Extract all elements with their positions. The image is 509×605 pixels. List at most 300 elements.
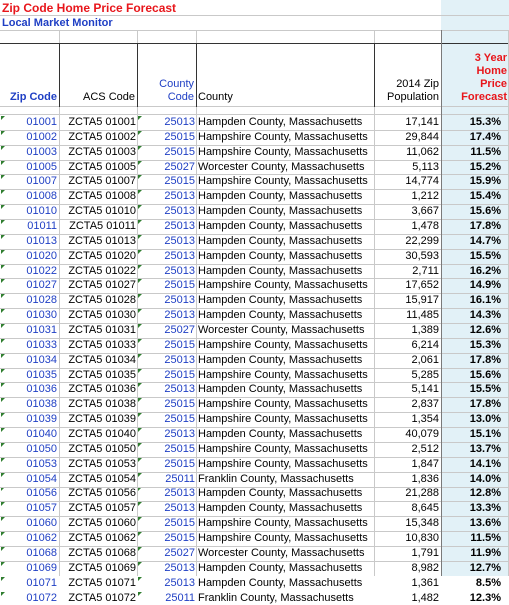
acs-code-cell[interactable]: ZCTA5 01007	[59, 174, 137, 189]
table-row	[0, 278, 509, 293]
county-code-cell[interactable]: 25027	[137, 546, 196, 561]
county-name-cell[interactable]: Hampden County, Massachusetts	[196, 382, 374, 397]
forecast-cell[interactable]: 15.2%	[441, 160, 509, 175]
county-name-cell[interactable]: Hampden County, Massachusetts	[196, 293, 374, 308]
cell-error-indicator-icon	[138, 369, 142, 373]
header-forecast-label	[461, 52, 507, 104]
county-name-cell[interactable]: Hampshire County, Massachusetts	[196, 338, 374, 353]
zip-cell[interactable]: 01030	[0, 308, 59, 323]
header-pop-line2: Population	[387, 91, 439, 103]
cell-error-indicator-icon	[138, 577, 142, 581]
population-cell[interactable]: 6,214	[374, 338, 441, 353]
acs-code-cell[interactable]: ZCTA5 01003	[59, 145, 137, 160]
acs-code-cell[interactable]: ZCTA5 01039	[59, 412, 137, 427]
cell-error-indicator-icon	[138, 487, 142, 491]
cell-error-indicator-icon	[138, 175, 142, 179]
county-code-cell[interactable]: 25013	[137, 219, 196, 234]
table-row	[0, 397, 509, 412]
cell-error-indicator-icon	[138, 279, 142, 283]
acs-code-cell[interactable]: ZCTA5 01071	[59, 576, 137, 591]
zip-cell[interactable]: 01050	[0, 442, 59, 457]
population-cell[interactable]: 8,645	[374, 501, 441, 516]
table-row	[0, 204, 509, 219]
county-code-cell[interactable]: 25013	[137, 427, 196, 442]
forecast-cell[interactable]: 12.8%	[441, 486, 509, 501]
acs-code-cell[interactable]: ZCTA5 01005	[59, 160, 137, 175]
zip-cell[interactable]: 01039	[0, 412, 59, 427]
table-row	[0, 531, 509, 546]
acs-code-cell[interactable]: ZCTA5 01038	[59, 397, 137, 412]
county-code-cell[interactable]: 25013	[137, 204, 196, 219]
forecast-cell[interactable]: 14.7%	[441, 234, 509, 249]
cell-error-indicator-icon	[138, 443, 142, 447]
county-name-cell[interactable]: Hampshire County, Massachusetts	[196, 397, 374, 412]
zip-cell[interactable]: 01035	[0, 368, 59, 383]
forecast-cell[interactable]: 15.6%	[441, 368, 509, 383]
cell-error-indicator-icon	[138, 383, 142, 387]
zip-cell[interactable]: 01007	[0, 174, 59, 189]
table-row	[0, 174, 509, 189]
zip-cell[interactable]: 01008	[0, 189, 59, 204]
county-code-cell[interactable]: 25015	[137, 442, 196, 457]
cell-error-indicator-icon	[138, 235, 142, 239]
zip-cell[interactable]: 01005	[0, 160, 59, 175]
cell-error-indicator-icon	[1, 532, 5, 536]
population-cell[interactable]: 1,847	[374, 457, 441, 472]
zip-cell[interactable]: 01020	[0, 249, 59, 264]
county-code-cell[interactable]: 25011	[137, 591, 196, 605]
forecast-cell[interactable]: 14.1%	[441, 457, 509, 472]
county-code-cell[interactable]: 25015	[137, 278, 196, 293]
forecast-cell[interactable]: 15.5%	[441, 382, 509, 397]
zip-cell[interactable]: 01053	[0, 457, 59, 472]
county-name-cell[interactable]: Worcester County, Massachusetts	[196, 546, 374, 561]
county-code-cell[interactable]: 25013	[137, 115, 196, 130]
cell-error-indicator-icon	[138, 250, 142, 254]
forecast-cell[interactable]: 11.9%	[441, 546, 509, 561]
cell-error-indicator-icon	[1, 502, 5, 506]
table-row	[0, 293, 509, 308]
cell-error-indicator-icon	[138, 532, 142, 536]
county-code-cell[interactable]: 25027	[137, 323, 196, 338]
zip-cell[interactable]: 01036	[0, 382, 59, 397]
zip-cell[interactable]: 01031	[0, 323, 59, 338]
table-row	[0, 323, 509, 338]
cell-error-indicator-icon	[138, 517, 142, 521]
zip-cell[interactable]: 01069	[0, 561, 59, 576]
table-row	[0, 516, 509, 531]
county-code-cell[interactable]: 25013	[137, 382, 196, 397]
table-row	[0, 145, 509, 160]
acs-code-cell[interactable]: ZCTA5 01060	[59, 516, 137, 531]
county-code-cell[interactable]: 25015	[137, 516, 196, 531]
county-code-cell[interactable]: 25015	[137, 457, 196, 472]
title-row[interactable]	[0, 0, 509, 15]
table-row	[0, 382, 509, 397]
forecast-cell[interactable]: 11.5%	[441, 145, 509, 160]
zip-cell[interactable]: 01062	[0, 531, 59, 546]
forecast-cell[interactable]: 12.3%	[441, 591, 509, 605]
forecast-cell[interactable]: 13.6%	[441, 516, 509, 531]
cell-error-indicator-icon	[1, 577, 5, 581]
header-forecast[interactable]	[441, 44, 509, 106]
acs-code-cell[interactable]: ZCTA5 01020	[59, 249, 137, 264]
cell-error-indicator-icon	[1, 205, 5, 209]
county-code-cell[interactable]: 25015	[137, 145, 196, 160]
zip-cell[interactable]: 01002	[0, 130, 59, 145]
cell-error-indicator-icon	[1, 443, 5, 447]
forecast-cell[interactable]: 15.3%	[441, 338, 509, 353]
forecast-cell[interactable]: 14.0%	[441, 472, 509, 487]
acs-code-cell[interactable]: ZCTA5 01062	[59, 531, 137, 546]
forecast-cell[interactable]: 15.4%	[441, 189, 509, 204]
population-cell[interactable]: 22,299	[374, 234, 441, 249]
forecast-cell[interactable]: 13.0%	[441, 412, 509, 427]
population-cell[interactable]: 1,836	[374, 472, 441, 487]
forecast-cell[interactable]: 17.4%	[441, 130, 509, 145]
table-row	[0, 427, 509, 442]
zip-cell[interactable]: 01057	[0, 501, 59, 516]
county-code-cell[interactable]: 25013	[137, 501, 196, 516]
population-cell[interactable]: 14,774	[374, 174, 441, 189]
table-row	[0, 561, 509, 576]
forecast-cell[interactable]: 15.1%	[441, 427, 509, 442]
table-row	[0, 234, 509, 249]
data-table-body	[0, 115, 509, 605]
cell-error-indicator-icon	[138, 205, 142, 209]
sheet-subtitle: Local Market Monitor	[2, 17, 113, 29]
county-name-cell[interactable]: Worcester County, Massachusetts	[196, 160, 374, 175]
county-code-cell[interactable]: 25015	[137, 368, 196, 383]
acs-code-cell[interactable]: ZCTA5 01001	[59, 115, 137, 130]
county-code-cell[interactable]: 25015	[137, 174, 196, 189]
county-name-cell[interactable]: Hampden County, Massachusetts	[196, 115, 374, 130]
county-name-cell[interactable]: Hampden County, Massachusetts	[196, 219, 374, 234]
county-name-cell[interactable]: Hampden County, Massachusetts	[196, 264, 374, 279]
zip-cell[interactable]: 01072	[0, 591, 59, 605]
forecast-cell[interactable]: 15.9%	[441, 174, 509, 189]
acs-code-cell[interactable]: ZCTA5 01035	[59, 368, 137, 383]
forecast-cell[interactable]: 17.8%	[441, 219, 509, 234]
county-code-cell[interactable]: 25027	[137, 160, 196, 175]
cell-error-indicator-icon	[1, 161, 5, 165]
cell-error-indicator-icon	[1, 473, 5, 477]
population-cell[interactable]: 21,288	[374, 486, 441, 501]
header-fc-line2: Home	[476, 65, 507, 77]
zip-cell[interactable]: 01013	[0, 234, 59, 249]
header-acs-label: ACS Code	[83, 91, 135, 104]
county-code-cell[interactable]: 25013	[137, 189, 196, 204]
county-name-cell[interactable]: Hampden County, Massachusetts	[196, 234, 374, 249]
forecast-cell[interactable]: 14.3%	[441, 308, 509, 323]
county-name-cell[interactable]: Hampden County, Massachusetts	[196, 427, 374, 442]
county-name-cell[interactable]: Hampden County, Massachusetts	[196, 308, 374, 323]
cell-error-indicator-icon	[1, 250, 5, 254]
subtitle-row[interactable]	[0, 15, 509, 30]
acs-code-cell[interactable]: ZCTA5 01040	[59, 427, 137, 442]
cell-error-indicator-icon	[1, 235, 5, 239]
cell-error-indicator-icon	[138, 190, 142, 194]
county-name-cell[interactable]: Hampshire County, Massachusetts	[196, 278, 374, 293]
forecast-cell[interactable]: 12.7%	[441, 561, 509, 576]
header-county-code-line1: County	[159, 78, 194, 90]
acs-code-cell[interactable]: ZCTA5 01028	[59, 293, 137, 308]
county-name-cell[interactable]: Hampshire County, Massachusetts	[196, 531, 374, 546]
cell-error-indicator-icon	[1, 354, 5, 358]
header-county-code[interactable]	[137, 44, 196, 106]
zip-cell[interactable]: 01060	[0, 516, 59, 531]
acs-code-cell[interactable]: ZCTA5 01011	[59, 219, 137, 234]
zip-cell[interactable]: 01054	[0, 472, 59, 487]
population-cell[interactable]: 17,141	[374, 115, 441, 130]
cell-error-indicator-icon	[1, 398, 5, 402]
acs-code-cell[interactable]: ZCTA5 01002	[59, 130, 137, 145]
table-row	[0, 472, 509, 487]
population-cell[interactable]: 5,113	[374, 160, 441, 175]
forecast-cell[interactable]: 15.5%	[441, 249, 509, 264]
forecast-cell[interactable]: 11.5%	[441, 531, 509, 546]
cell-error-indicator-icon	[138, 161, 142, 165]
cell-error-indicator-icon	[138, 562, 142, 566]
cell-error-indicator-icon	[138, 294, 142, 298]
population-cell[interactable]: 10,830	[374, 531, 441, 546]
county-name-cell[interactable]: Hampshire County, Massachusetts	[196, 368, 374, 383]
population-cell[interactable]: 2,711	[374, 264, 441, 279]
zip-cell[interactable]: 01033	[0, 338, 59, 353]
forecast-cell[interactable]: 15.6%	[441, 204, 509, 219]
acs-code-cell[interactable]: ZCTA5 01053	[59, 457, 137, 472]
county-code-cell[interactable]: 25015	[137, 130, 196, 145]
county-code-cell[interactable]: 25015	[137, 531, 196, 546]
population-cell[interactable]: 8,982	[374, 561, 441, 576]
forecast-cell[interactable]: 15.3%	[441, 115, 509, 130]
population-cell[interactable]: 2,512	[374, 442, 441, 457]
population-cell[interactable]: 1,354	[374, 412, 441, 427]
county-name-cell[interactable]: Hampden County, Massachusetts	[196, 486, 374, 501]
table-row	[0, 160, 509, 175]
county-name-cell[interactable]: Hampden County, Massachusetts	[196, 204, 374, 219]
cell-error-indicator-icon	[138, 428, 142, 432]
zip-cell[interactable]: 01027	[0, 278, 59, 293]
cell-error-indicator-icon	[138, 473, 142, 477]
population-cell[interactable]: 15,348	[374, 516, 441, 531]
zip-cell[interactable]: 01001	[0, 115, 59, 130]
population-cell[interactable]: 1,361	[374, 576, 441, 591]
cell-error-indicator-icon	[138, 339, 142, 343]
header-county-code-label	[159, 78, 194, 104]
county-name-cell[interactable]: Hampshire County, Massachusetts	[196, 516, 374, 531]
acs-code-cell[interactable]: ZCTA5 01072	[59, 591, 137, 605]
table-row	[0, 486, 509, 501]
acs-code-cell[interactable]: ZCTA5 01031	[59, 323, 137, 338]
county-name-cell[interactable]: Hampden County, Massachusetts	[196, 353, 374, 368]
cell-error-indicator-icon	[138, 324, 142, 328]
population-cell[interactable]: 1,389	[374, 323, 441, 338]
population-cell[interactable]: 3,667	[374, 204, 441, 219]
table-row	[0, 368, 509, 383]
header-pop-line1: 2014 Zip	[396, 78, 439, 90]
acs-code-cell[interactable]: ZCTA5 01013	[59, 234, 137, 249]
forecast-cell[interactable]: 12.6%	[441, 323, 509, 338]
acs-code-cell[interactable]: ZCTA5 01008	[59, 189, 137, 204]
county-code-cell[interactable]: 25013	[137, 264, 196, 279]
forecast-cell[interactable]: 14.9%	[441, 278, 509, 293]
county-name-cell[interactable]: Worcester County, Massachusetts	[196, 323, 374, 338]
zip-cell[interactable]: 01022	[0, 264, 59, 279]
acs-code-cell[interactable]: ZCTA5 01033	[59, 338, 137, 353]
county-code-cell[interactable]: 25015	[137, 338, 196, 353]
table-row	[0, 308, 509, 323]
cell-error-indicator-icon	[1, 294, 5, 298]
acs-code-cell[interactable]: ZCTA5 01068	[59, 546, 137, 561]
table-row	[0, 338, 509, 353]
population-cell[interactable]: 1,482	[374, 591, 441, 605]
population-cell[interactable]: 11,062	[374, 145, 441, 160]
zip-cell[interactable]: 01003	[0, 145, 59, 160]
acs-code-cell[interactable]: ZCTA5 01050	[59, 442, 137, 457]
acs-code-cell[interactable]: ZCTA5 01069	[59, 561, 137, 576]
county-code-cell[interactable]: 25013	[137, 576, 196, 591]
table-row	[0, 249, 509, 264]
county-code-cell[interactable]: 25015	[137, 397, 196, 412]
county-name-cell[interactable]: Hampden County, Massachusetts	[196, 561, 374, 576]
forecast-cell[interactable]: 17.8%	[441, 353, 509, 368]
county-code-cell[interactable]: 25015	[137, 412, 196, 427]
county-name-cell[interactable]: Franklin County, Massachusetts	[196, 591, 374, 605]
forecast-cell[interactable]: 13.3%	[441, 501, 509, 516]
header-county-label: County	[198, 91, 233, 104]
population-cell[interactable]: 5,141	[374, 382, 441, 397]
county-code-cell[interactable]: 25011	[137, 472, 196, 487]
sheet-title: Zip Code Home Price Forecast	[2, 1, 176, 15]
header-county[interactable]	[196, 44, 374, 106]
county-name-cell[interactable]: Franklin County, Massachusetts	[196, 472, 374, 487]
cell-error-indicator-icon	[1, 517, 5, 521]
acs-code-cell[interactable]: ZCTA5 01027	[59, 278, 137, 293]
county-code-cell[interactable]: 25013	[137, 249, 196, 264]
county-code-cell[interactable]: 25013	[137, 561, 196, 576]
county-name-cell[interactable]: Hampshire County, Massachusetts	[196, 457, 374, 472]
header-fc-line3: Price	[480, 78, 507, 90]
population-cell[interactable]: 30,593	[374, 249, 441, 264]
table-row	[0, 353, 509, 368]
cell-error-indicator-icon	[1, 309, 5, 313]
acs-code-cell[interactable]: ZCTA5 01010	[59, 204, 137, 219]
acs-code-cell[interactable]: ZCTA5 01030	[59, 308, 137, 323]
table-row	[0, 189, 509, 204]
forecast-cell[interactable]: 16.2%	[441, 264, 509, 279]
header-county-code-line2: Code	[168, 91, 194, 103]
table-row	[0, 576, 509, 591]
population-cell[interactable]: 1,478	[374, 219, 441, 234]
header-acs-code[interactable]	[59, 44, 137, 106]
header-fc-line4: Forecast	[461, 91, 507, 103]
county-name-cell[interactable]: Hampden County, Massachusetts	[196, 249, 374, 264]
population-cell[interactable]: 17,652	[374, 278, 441, 293]
county-name-cell[interactable]: Hampshire County, Massachusetts	[196, 174, 374, 189]
cell-error-indicator-icon	[138, 116, 142, 120]
cell-error-indicator-icon	[138, 131, 142, 135]
forecast-cell[interactable]: 13.7%	[441, 442, 509, 457]
forecast-cell[interactable]: 17.8%	[441, 397, 509, 412]
cell-error-indicator-icon	[1, 116, 5, 120]
county-name-cell[interactable]: Hampshire County, Massachusetts	[196, 442, 374, 457]
county-name-cell[interactable]: Hampshire County, Massachusetts	[196, 145, 374, 160]
county-name-cell[interactable]: Hampden County, Massachusetts	[196, 189, 374, 204]
header-population[interactable]	[374, 44, 441, 106]
cell-error-indicator-icon	[138, 398, 142, 402]
zip-cell[interactable]: 01011	[0, 219, 59, 234]
acs-code-cell[interactable]: ZCTA5 01057	[59, 501, 137, 516]
county-name-cell[interactable]: Hampden County, Massachusetts	[196, 576, 374, 591]
cell-error-indicator-icon	[1, 428, 5, 432]
population-cell[interactable]: 40,079	[374, 427, 441, 442]
county-name-cell[interactable]: Hampshire County, Massachusetts	[196, 412, 374, 427]
cell-error-indicator-icon	[1, 547, 5, 551]
population-cell[interactable]: 15,917	[374, 293, 441, 308]
zip-cell[interactable]: 01034	[0, 353, 59, 368]
forecast-cell[interactable]: 16.1%	[441, 293, 509, 308]
table-row	[0, 501, 509, 516]
county-code-cell[interactable]: 25013	[137, 353, 196, 368]
zip-cell[interactable]: 01071	[0, 576, 59, 591]
acs-code-cell[interactable]: ZCTA5 01054	[59, 472, 137, 487]
acs-code-cell[interactable]: ZCTA5 01034	[59, 353, 137, 368]
acs-code-cell[interactable]: ZCTA5 01036	[59, 382, 137, 397]
cell-error-indicator-icon	[1, 190, 5, 194]
cell-error-indicator-icon	[1, 131, 5, 135]
acs-code-cell[interactable]: ZCTA5 01056	[59, 486, 137, 501]
zip-cell[interactable]: 01040	[0, 427, 59, 442]
county-code-cell[interactable]: 25013	[137, 308, 196, 323]
population-cell[interactable]: 29,844	[374, 130, 441, 145]
zip-cell[interactable]: 01010	[0, 204, 59, 219]
acs-code-cell[interactable]: ZCTA5 01022	[59, 264, 137, 279]
table-row	[0, 412, 509, 427]
population-cell[interactable]: 1,791	[374, 546, 441, 561]
zip-cell[interactable]: 01028	[0, 293, 59, 308]
cell-error-indicator-icon	[1, 279, 5, 283]
table-row	[0, 591, 509, 605]
zip-cell[interactable]: 01068	[0, 546, 59, 561]
cell-error-indicator-icon	[1, 413, 5, 417]
county-code-cell[interactable]: 25013	[137, 234, 196, 249]
population-cell[interactable]: 1,212	[374, 189, 441, 204]
header-zip-code[interactable]	[0, 44, 59, 106]
county-code-cell[interactable]: 25013	[137, 293, 196, 308]
zip-cell[interactable]: 01038	[0, 397, 59, 412]
county-code-cell[interactable]: 25013	[137, 486, 196, 501]
population-cell[interactable]: 2,061	[374, 353, 441, 368]
cell-error-indicator-icon	[138, 592, 142, 596]
zip-cell[interactable]: 01056	[0, 486, 59, 501]
cell-error-indicator-icon	[1, 220, 5, 224]
cell-error-indicator-icon	[138, 413, 142, 417]
table-row	[0, 442, 509, 457]
population-cell[interactable]: 11,485	[374, 308, 441, 323]
forecast-cell[interactable]: 8.5%	[441, 576, 509, 591]
county-name-cell[interactable]: Hampshire County, Massachusetts	[196, 130, 374, 145]
county-name-cell[interactable]: Hampden County, Massachusetts	[196, 501, 374, 516]
cell-error-indicator-icon	[1, 175, 5, 179]
cell-error-indicator-icon	[138, 354, 142, 358]
cell-error-indicator-icon	[138, 502, 142, 506]
cell-error-indicator-icon	[1, 592, 5, 596]
population-cell[interactable]: 2,837	[374, 397, 441, 412]
cell-error-indicator-icon	[138, 220, 142, 224]
population-cell[interactable]: 5,285	[374, 368, 441, 383]
cell-error-indicator-icon	[1, 339, 5, 343]
